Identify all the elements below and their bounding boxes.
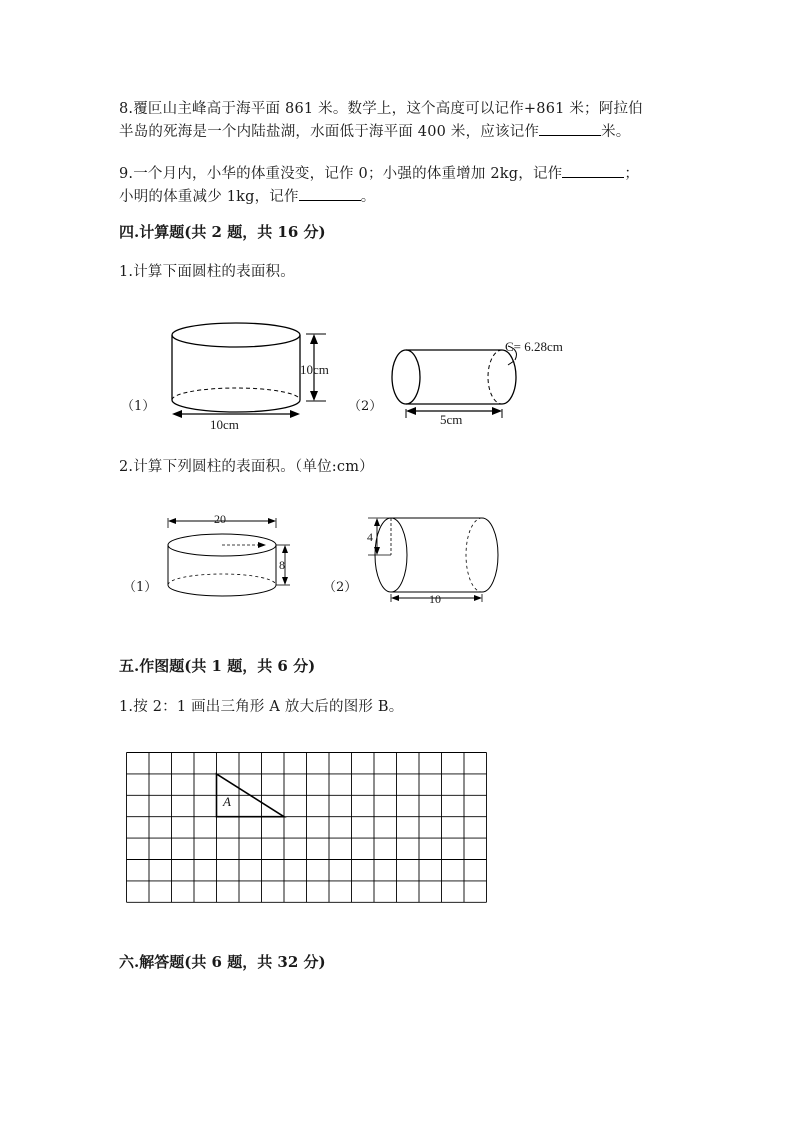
s4-q1-text: 1.计算下面圆柱的表面积。 xyxy=(119,264,295,280)
s4-q2-fig1-height: 8 xyxy=(279,558,285,572)
s4-q2-fig2-length: 10 xyxy=(429,592,441,606)
s4-q2-text: 2.计算下列圆柱的表面积。（单位:cm） xyxy=(119,459,374,475)
q8-line2-end: 米。 xyxy=(601,124,631,140)
s4-q1-fig1-label: （1） xyxy=(121,399,156,414)
section6-heading: 六.解答题(共 6 题，共 32 分) xyxy=(119,953,326,971)
q8-line2-text: 半岛的死海是一个内陆盐湖，水面低于海平面 400 米，应该记作 xyxy=(119,124,540,140)
q9-line2-text: 小明的体重减少 1kg，记作 xyxy=(119,189,299,205)
q9-line2-end: 。 xyxy=(360,189,376,205)
q9-line1-text: 9.一个月内，小华的体重没变，记作 0；小强的体重增加 2kg，记作 xyxy=(119,166,563,182)
s4-q2-fig2-label: （2） xyxy=(323,580,358,595)
s5-q1-text: 1.按 2：1 画出三角形 A 放大后的图形 B。 xyxy=(119,699,404,715)
drawing-grid[interactable] xyxy=(126,752,488,904)
q8-line1: 8.覆叵山主峰高于海平面 861 米。数学上，这个高度可以记作+861 米；阿拉伯 xyxy=(119,101,643,117)
s4-q1-fig1-diameter: 10cm xyxy=(210,417,239,432)
s4-q2-fig1-diameter: 20 xyxy=(214,512,226,526)
s4-q1-fig2-circumference: C= 6.28cm xyxy=(505,339,563,354)
q9-line1-end: ； xyxy=(624,166,640,182)
section4-heading: 四.计算题(共 2 题，共 16 分) xyxy=(119,223,326,241)
section5-heading: 五.作图题(共 1 题，共 6 分) xyxy=(119,657,316,675)
s4-q2-fig2-radius: 4 xyxy=(367,530,373,544)
s4-q2-fig1-label: （1） xyxy=(123,580,158,595)
triangle-a-label: A xyxy=(223,794,231,809)
s4-q1-fig2-label: （2） xyxy=(348,399,383,414)
s4-q1-fig2-length: 5cm xyxy=(440,412,463,427)
s4-q1-fig1-height: 10cm xyxy=(300,362,329,377)
